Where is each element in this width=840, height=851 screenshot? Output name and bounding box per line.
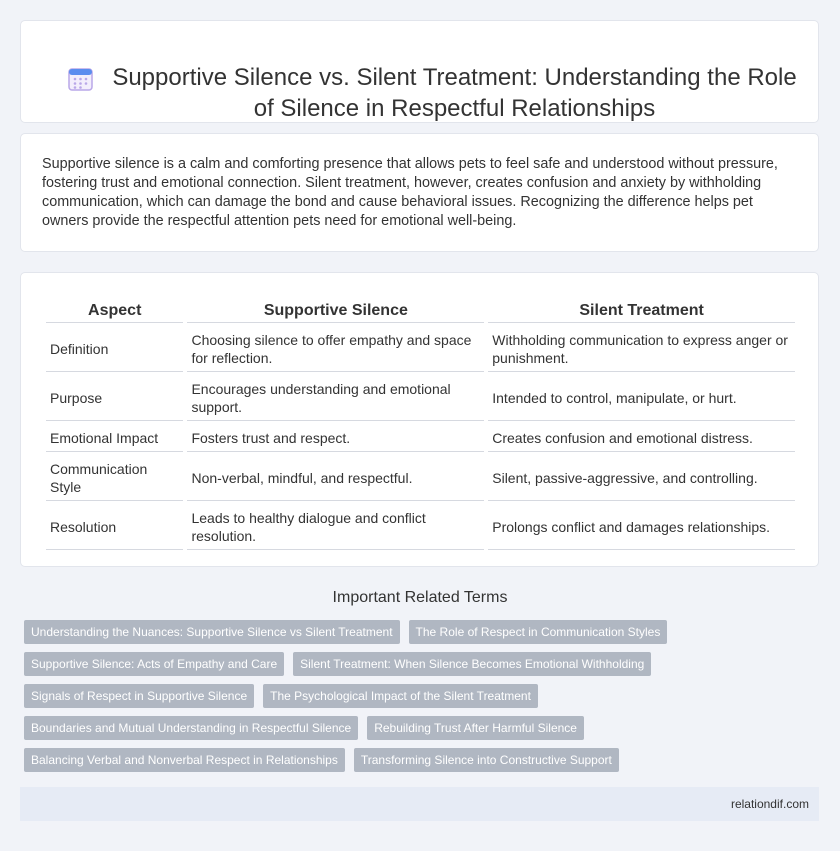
table-row: [46, 423, 795, 452]
header-supportive-silence: Supportive Silence: [187, 296, 484, 323]
cell-silent: Creates confusion and emotional distress.: [488, 423, 795, 452]
comparison-card: [20, 272, 819, 567]
cell-supportive: Leads to healthy dialogue and conflict resolution.: [187, 503, 484, 550]
table-row: [46, 454, 795, 501]
table-row: [46, 374, 795, 421]
cell-silent: Prolongs conflict and damages relationships.: [488, 503, 795, 550]
related-term-tag[interactable]: Silent Treatment: When Silence Becomes Emotional Withholding: [293, 652, 651, 676]
table-row: [46, 325, 795, 372]
related-term-tag[interactable]: Understanding the Nuances: Supportive Silence vs Silent Treatment: [24, 620, 400, 644]
page-title: Supportive Silence vs. Silent Treatment: Understanding the Role of Silence in Respectful Relationships: [112, 64, 797, 122]
cell-supportive: Choosing silence to offer empathy and space for reflection.: [187, 325, 484, 372]
cell-silent: Intended to control, manipulate, or hurt.: [488, 374, 795, 421]
table-row: [46, 503, 795, 550]
related-term-tag[interactable]: The Role of Respect in Communication Styles: [409, 620, 668, 644]
related-term-tag[interactable]: Balancing Verbal and Nonverbal Respect in Relationships: [24, 748, 345, 772]
intro-text: Supportive silence is a calm and comforting presence that allows pets to feel safe and understood without pressure, fostering trust and emotional connection. Silent treatment, however, creates confusion and anxiety by withholding communication, which can damage the bond and cause behavioral issues. Recognizing the difference helps pet owners provide the respectful attention pets need for emotional well-being.: [42, 156, 778, 229]
intro-card: [20, 133, 819, 252]
related-term-tag[interactable]: The Psychological Impact of the Silent Treatment: [263, 684, 538, 708]
related-term-tag[interactable]: Transforming Silence into Constructive Support: [354, 748, 619, 772]
footer: [20, 787, 819, 821]
cell-supportive: Encourages understanding and emotional support.: [187, 374, 484, 421]
cell-supportive: Non-verbal, mindful, and respectful.: [187, 454, 484, 501]
related-term-tag[interactable]: Supportive Silence: Acts of Empathy and Care: [24, 652, 284, 676]
related-term-tag[interactable]: Signals of Respect in Supportive Silence: [24, 684, 254, 708]
related-term-tag[interactable]: Rebuilding Trust After Harmful Silence: [367, 716, 584, 740]
cell-aspect: Resolution: [46, 503, 183, 550]
cell-silent: Silent, passive-aggressive, and controlling.: [488, 454, 795, 501]
header-silent-treatment: Silent Treatment: [488, 296, 795, 323]
header-aspect: Aspect: [46, 296, 183, 323]
header-card: [20, 20, 819, 123]
cell-supportive: Fosters trust and respect.: [187, 423, 484, 452]
cell-aspect: Purpose: [46, 374, 183, 421]
related-terms-list: [24, 620, 664, 780]
comparison-table: [42, 294, 799, 552]
cell-aspect: Definition: [46, 325, 183, 372]
site-link[interactable]: relationdif.com: [730, 797, 809, 811]
cell-silent: Withholding communication to express anger or punishment.: [488, 325, 795, 372]
related-term-tag[interactable]: Boundaries and Mutual Understanding in Respectful Silence: [24, 716, 358, 740]
related-terms-title: Important Related Terms: [332, 589, 508, 606]
cell-aspect: Communication Style: [46, 454, 183, 501]
table-header-row: [46, 296, 795, 323]
calendar-icon: [68, 67, 93, 92]
cell-aspect: Emotional Impact: [46, 423, 183, 452]
